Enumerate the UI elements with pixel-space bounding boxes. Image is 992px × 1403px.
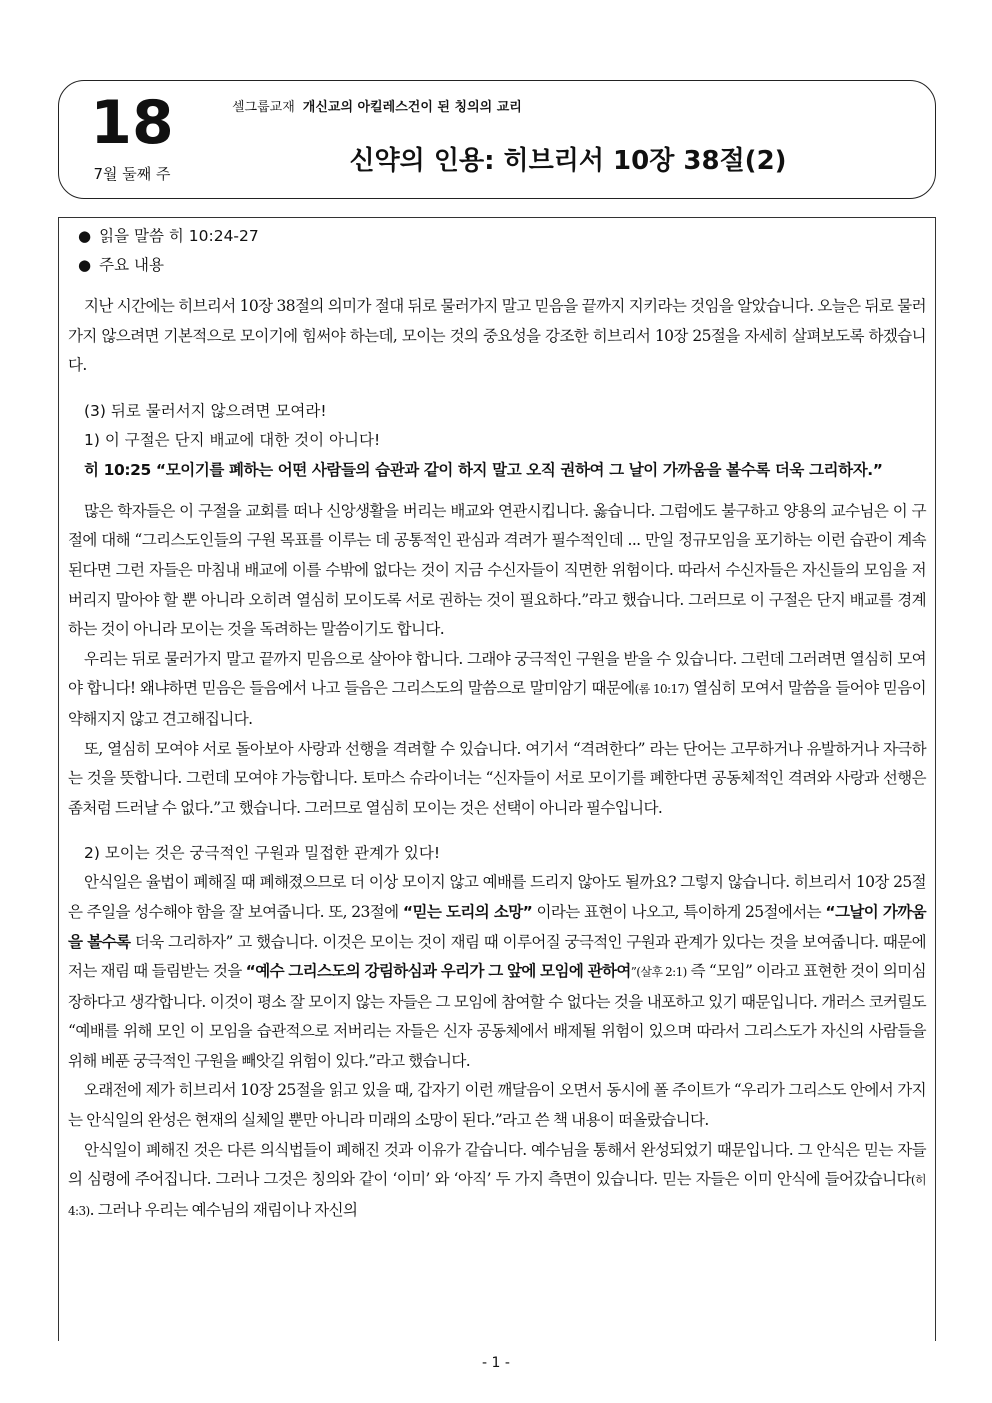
series-label: 셀그룹교재 [232,100,295,115]
paragraph-4: 안식일은 율법이 폐해질 때 폐해졌으므로 더 이상 모이지 않고 예배를 드리지 않아도 될까요? 그렇지 않습니다. 히브리서 10장 25절은 주일을 성수해야 함을 잘 보여줍니다. 또, 23절에 “믿는 도리의 소망” 이라는 표현이 나오고, 특이하게 25절에서는 “그날이 가까움을 볼수록 더욱 그리하자” 고 했습니다. 이것은 모이는 것이 재림 때 이루어질 궁극적인 구원과 관계가 있다는 것을 보여줍니다. 때문에 저는 재림 때 들림받는 것을 “예수 그리스도의 강림하심과 우리가 그 앞에 모임에 관하여”(살후 2:1) 즉 “모임” 이라고 표현한 것이 의미심장하다고 생각합니다. 이것이 평소 잘 모이지 않는 자들은 그 모임에 참여할 수 없다는 것을 내포하고 있기 때문입니다. 개러스 코커릴도 “예배를 위해 모인 이 모임을 습관적으로 저버리는 자들은 신자 공동체에서 배제될 위험이 있으며 따라서 그리스도가 자신의 사람들을 위해 베푼 궁극적인 구원을 빼앗길 위험이 있다.”라고 했습니다. [68,873,926,1070]
lesson-number: 18 [90,88,174,158]
subheading-1: 1) 이 구절은 단지 배교에 대한 것이 아니다! [84,430,381,449]
paragraph-2: 우리는 뒤로 물러가지 말고 끝까지 믿음으로 살아야 합니다. 그래야 궁극적인 구원을 받을 수 있습니다. 그런데 그러려면 열심히 모여야 합니다! 왜냐하면 믿음은 들음에서 나고 들음은 그리스도의 말씀으로 말미암기 때문에(롬 10:17) 열심히 모여서 말씀을 들어야 믿음이 약해지지 않고 견고해집니다. [68,649,926,728]
emphasis-day: “그날이 가까움을 볼수록 [68,902,926,951]
lesson-title: 신약의 인용: 히브리서 10장 38절(2) [349,146,787,176]
subheading-2: 2) 모이는 것은 궁극적인 구원과 밀접한 관계가 있다! [84,844,441,863]
week-label: 7월 둘째 주 [93,165,171,183]
reading-label: 읽을 말씀 [99,227,164,245]
paragraph-1: 많은 학자들은 이 구절을 교회를 떠나 신앙생활을 버리는 배교와 연관시킵니다. 옳습니다. 그럼에도 불구하고 양용의 교수님은 이 구절에 대해 “그리스도인들의 구원 목표를 이루는 데 공통적인 관심과 격려가 필수적인데 ... 만일 정규모임을 포기하는 이런 습관이 계속 된다면 그런 자들은 마침내 배교에 이를 수밖에 없다는 것이 지금 수신자들이 직면한 위험이다. 따라서 수신자들은 자신들의 모임을 저버리지 말아야 할 뿐 아니라 오히려 열심히 모이도록 서로 권하는 것이 필요하다.”라고 했습니다. 그러므로 이 구절은 단지 배교를 경계하는 것이 아니라 모이는 것을 독려하는 말씀이기도 합니다. [68,501,926,639]
reading-ref: 히 10:24-27 [168,227,259,245]
bullet-icon: ● [78,256,92,274]
intro-paragraph: 지난 시간에는 히브리서 10장 38절의 의미가 절대 뒤로 물러가지 말고 믿음을 끝까지 지키라는 것임을 알았습니다. 오늘은 뒤로 물러가지 않으려면 기본적으로 모이기에 힘써야 하는데, 모이는 것의 중요성을 강조한 히브리서 10장 25절을 자세히 살펴보도록 하겠습니다. [68,297,926,375]
paragraph-6: 안식일이 폐해진 것은 다른 의식법들이 폐해진 것과 이유가 같습니다. 예수님을 통해서 완성되었기 때문입니다. 그 안식은 믿는 자들의 심령에 주어집니다. 그러나 그것은 칭의와 같이 ‘이미’ 와 ‘아직’ 두 가지 측면이 있습니다. 믿는 자들은 이미 안식에 들어갔습니다(히 4:3). 그러나 우리는 예수님의 재림이나 자신의 [68,1140,926,1219]
series-name: 개신교의 아킬레스건이 된 칭의의 교리 [302,100,522,115]
lesson-content [68,222,926,1226]
scripture-ref: ”(살후 2:1) [630,965,687,980]
emphasis-gathering: “예수 그리스도의 강림하심과 우리가 그 앞에 모임에 관하여 [245,962,631,981]
reading-line [68,222,926,251]
bullet-icon: ● [78,227,92,245]
emphasis-hope: “믿는 도리의 소망” [402,902,533,921]
series-line [232,96,522,115]
scripture-ref: (히 4:3) [68,1173,926,1218]
paragraph-5: 오래전에 제가 히브리서 10장 25절을 읽고 있을 때, 갑자기 이런 깨달음이 오면서 동시에 폴 주이트가 “우리가 그리스도 안에서 가지는 안식일의 완성은 현재의 실체일 뿐만 아니라 미래의 소망이 된다.”라고 쓴 책 내용이 떠올랐습니다. [68,1081,926,1130]
paragraph-3: 또, 열심히 모여야 서로 돌아보아 사랑과 선행을 격려할 수 있습니다. 여기서 “격려한다” 라는 단어는 고무하거나 유발하거나 자극하는 것을 뜻합니다. 그런데 모여야 가능합니다. 토마스 슈라이너는 “신자들이 서로 모이기를 폐한다면 공동체적인 격려와 사랑과 선행은 좀처럼 드러날 수 없다.”고 했습니다. 그러므로 열심히 모이는 것은 선택이 아니라 필수입니다. [68,739,926,817]
scripture-ref: (롬 10:17) [634,682,689,697]
key-verse: 히 10:25 “모이기를 폐하는 어떤 사람들의 습관과 같이 하지 말고 오직 권하여 그 날이 가까움을 볼수록 더욱 그리하자.” [84,460,883,479]
main-content-line [68,251,926,280]
section-heading: (3) 뒤로 물러서지 않으려면 모여라! [84,401,327,420]
main-content-label: 주요 내용 [99,256,164,274]
page-number: - 1 - [482,1355,510,1371]
